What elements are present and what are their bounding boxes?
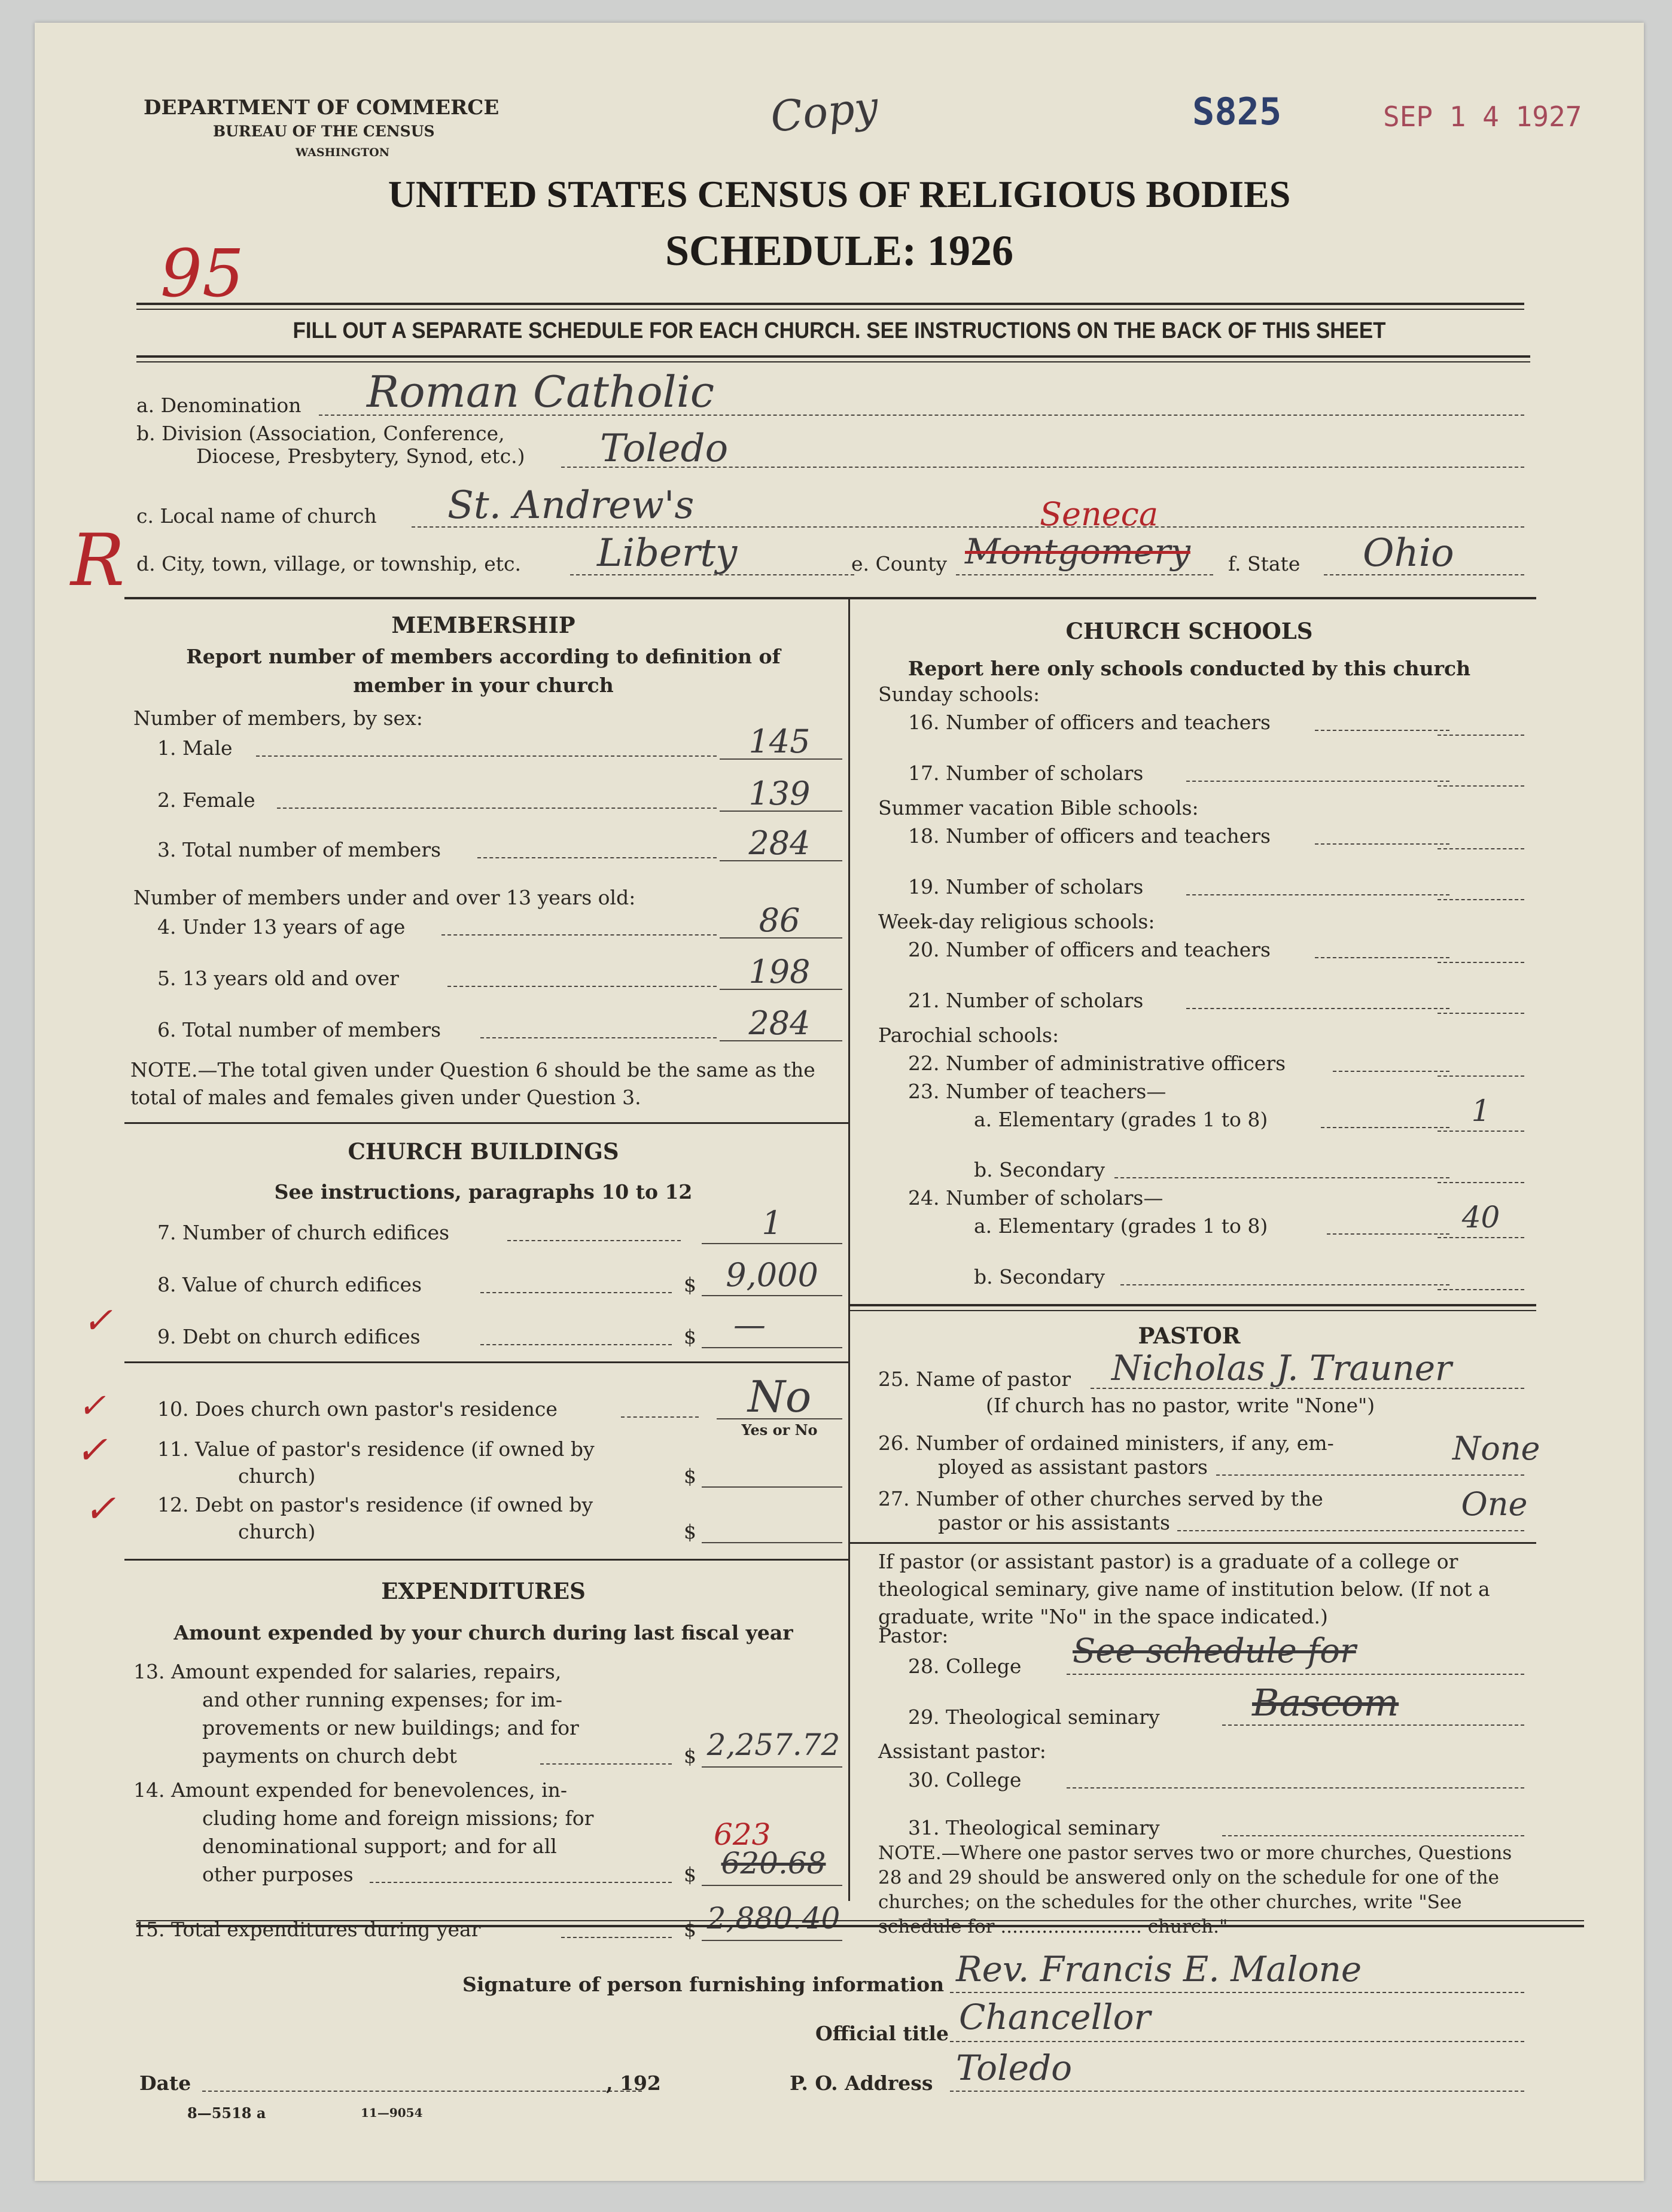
city-value: Liberty: [597, 531, 738, 575]
q24b-label: b. Secondary: [974, 1265, 1105, 1288]
q9-dollar-sign: $: [684, 1325, 696, 1348]
weekday-schools-label: Week-day religious schools:: [878, 910, 1155, 933]
q8-dollar-sign: $: [684, 1273, 696, 1296]
q22-label: 22. Number of administrative officers: [908, 1052, 1286, 1075]
q8-value-label: 8. Value of church edifices: [157, 1273, 422, 1296]
q13-label-1: 13. Amount expended for salaries, repairs,: [133, 1660, 562, 1683]
received-date-stamp: SEP 1 4 1927: [1383, 100, 1582, 133]
membership-note: NOTE.—The total given under Question 6 should be the same as the total of males and females given under Question 3.: [130, 1058, 815, 1109]
county-label: e. County: [851, 552, 948, 575]
q14-label-4: other purposes: [202, 1863, 354, 1886]
q23b-label: b. Secondary: [974, 1158, 1105, 1181]
local-name-label: c. Local name of church: [136, 504, 377, 528]
q6-total-value: 284: [748, 1004, 811, 1042]
q14-dollar-sign: $: [684, 1863, 696, 1886]
q9-check-mark: ✓: [83, 1300, 113, 1342]
q3-total-label: 3. Total number of members: [157, 838, 441, 861]
expenditures-heading: EXPENDITURES: [381, 1578, 586, 1604]
official-title-value: Chancellor: [959, 1997, 1151, 2037]
q24-label: 24. Number of scholars—: [908, 1186, 1164, 1209]
form-subtitle: SCHEDULE: 1926: [665, 227, 1014, 275]
q12-label-1: 12. Debt on pastor's residence (if owned by: [157, 1493, 593, 1516]
q13-label-4: payments on church debt: [202, 1744, 457, 1768]
pastor-subheading: Pastor:: [878, 1624, 949, 1647]
q9-debt-amount: —: [733, 1306, 766, 1343]
schedule-number-stamp: S825: [1192, 90, 1282, 133]
q15-dollar-sign: $: [684, 1918, 696, 1941]
q12-check-mark: ✓: [84, 1487, 116, 1531]
q10-residence-value: No: [747, 1372, 812, 1422]
q6-total-label: 6. Total number of members: [157, 1018, 441, 1041]
official-title-label: Official title: [815, 2022, 949, 2045]
q13-dollar-sign: $: [684, 1744, 696, 1768]
q11-dollar-sign: $: [684, 1464, 696, 1488]
q2-female-label: 2. Female: [157, 788, 255, 812]
q8-value-amount: 9,000: [726, 1256, 818, 1294]
expenditures-subtitle: Amount expended by your church during last fiscal year: [173, 1621, 793, 1644]
q11-check-mark: ✓: [75, 1428, 108, 1473]
signature-label: Signature of person furnishing information: [462, 1973, 945, 1996]
q15-label: 15. Total expenditures during year: [133, 1918, 481, 1941]
signature-value: Rev. Francis E. Malone: [956, 1949, 1362, 1989]
city-label: d. City, town, village, or township, etc.: [136, 552, 522, 575]
q17-label: 17. Number of scholars: [908, 761, 1144, 785]
margin-letter-r: R: [71, 519, 125, 602]
sunday-schools-label: Sunday schools:: [878, 683, 1040, 706]
q28-label: 28. College: [908, 1655, 1022, 1678]
members-by-sex-label: Number of members, by sex:: [133, 706, 423, 730]
q26-label-1: 26. Number of ordained ministers, if any, em-: [878, 1431, 1334, 1455]
po-address-value: Toledo: [956, 2048, 1073, 2088]
q25-note: (If church has no pastor, write "None"): [986, 1394, 1375, 1417]
membership-subtitle-2: member in your church: [353, 674, 614, 697]
pastor-note: NOTE.—Where one pastor serves two or more churches, Questions 28 and 29 should be answered only on the schedule for one of the churches; on the schedules for the other churches, write "See schedule for ........................ church.": [878, 1842, 1512, 1937]
q23a-label: a. Elementary (grades 1 to 8): [974, 1108, 1268, 1131]
q21-label: 21. Number of scholars: [908, 989, 1144, 1012]
q7-edifices-label: 7. Number of church edifices: [157, 1221, 450, 1244]
q3-total-value: 284: [748, 824, 811, 862]
q16-label: 16. Number of officers and teachers: [908, 711, 1271, 734]
assistant-pastor-subheading: Assistant pastor:: [878, 1739, 1046, 1763]
state-value: Ohio: [1363, 531, 1454, 575]
division-label-2: Diocese, Presbytery, Synod, etc.): [196, 444, 525, 468]
q27-label-1: 27. Number of other churches served by the: [878, 1487, 1323, 1510]
county-correction: Seneca: [1040, 495, 1159, 533]
q26-value: None: [1452, 1430, 1540, 1467]
q12-label-2: church): [238, 1520, 316, 1543]
schools-heading: CHURCH SCHOOLS: [1065, 618, 1313, 644]
q23a-value: 1: [1471, 1093, 1491, 1128]
denomination-label: a. Denomination: [136, 394, 301, 417]
q7-edifices-value: 1: [762, 1204, 782, 1242]
separate-schedule-instruction: FILL OUT A SEPARATE SCHEDULE FOR EACH CHURCH. SEE INSTRUCTIONS ON THE BACK OF THIS SHEET: [293, 318, 1386, 343]
q25-pastor-name: Nicholas J. Trauner: [1111, 1348, 1452, 1388]
q10-residence-label: 10. Does church own pastor's residence: [157, 1397, 558, 1421]
q30-label: 30. College: [908, 1768, 1022, 1791]
q2-female-value: 139: [748, 775, 811, 812]
pastor-heading: PASTOR: [1138, 1323, 1241, 1349]
schools-subtitle: Report here only schools conducted by this church: [907, 657, 1471, 680]
division-label-1: b. Division (Association, Conference,: [136, 422, 505, 445]
date-year-suffix: , 192: [606, 2071, 661, 2095]
bureau-line: BUREAU OF THE CENSUS: [213, 123, 435, 140]
membership-heading: MEMBERSHIP: [391, 612, 575, 638]
q13-label-2: and other running expenses; for im-: [202, 1688, 563, 1711]
summer-schools-label: Summer vacation Bible schools:: [878, 796, 1199, 819]
margin-number-95: 95: [160, 235, 244, 312]
q11-label-1: 11. Value of pastor's residence (if owned by: [157, 1437, 595, 1461]
q14-label-3: denominational support; and for all: [202, 1835, 557, 1858]
q27-label-2: pastor or his assistants: [938, 1511, 1170, 1534]
members-by-age-label: Number of members under and over 13 years old:: [133, 886, 636, 909]
parochial-schools-label: Parochial schools:: [878, 1023, 1059, 1047]
q14-label-1: 14. Amount expended for benevolences, in-: [133, 1778, 568, 1802]
q12-dollar-sign: $: [684, 1520, 696, 1543]
po-address-label: P. O. Address: [790, 2071, 933, 2095]
q1-male-label: 1. Male: [157, 736, 233, 760]
census-schedule-sheet: [35, 23, 1644, 2181]
state-label: f. State: [1228, 552, 1301, 575]
q13-label-3: provements or new buildings; and for: [202, 1716, 579, 1739]
q19-label: 19. Number of scholars: [908, 875, 1144, 898]
county-value: Montgomery: [965, 531, 1190, 572]
q1-male-value: 145: [748, 723, 811, 760]
q20-label: 20. Number of officers and teachers: [908, 938, 1271, 961]
q15-amount: 2,880.40: [706, 1901, 840, 1936]
q29-value: Bascom: [1252, 1681, 1399, 1724]
q14-amount: 620.68: [721, 1846, 826, 1881]
copy-handwritten-mark: Copy: [768, 81, 881, 142]
q25-label: 25. Name of pastor: [878, 1367, 1071, 1391]
membership-subtitle-1: Report number of members according to definition of: [186, 645, 781, 668]
q11-label-2: church): [238, 1464, 316, 1488]
q18-label: 18. Number of officers and teachers: [908, 824, 1271, 848]
q28-value: See schedule for: [1073, 1632, 1356, 1671]
print-number: 11—9054: [361, 2106, 423, 2120]
q31-label: 31. Theological seminary: [908, 1816, 1160, 1839]
local-name-value: St. Andrew's: [447, 483, 695, 528]
q14-correction: 623: [714, 1817, 771, 1852]
q10-check-mark: ✓: [78, 1387, 106, 1425]
q9-debt-label: 9. Debt on church edifices: [157, 1325, 421, 1348]
q5-over-13-label: 5. 13 years old and over: [157, 967, 399, 990]
form-title: UNITED STATES CENSUS OF RELIGIOUS BODIES: [388, 173, 1291, 215]
division-value: Toledo: [600, 426, 729, 471]
q23-label: 23. Number of teachers—: [908, 1080, 1167, 1103]
denomination-value: Roman Catholic: [367, 367, 715, 417]
form-number: 8—5518 a: [187, 2104, 266, 2122]
q13-amount: 2,257.72: [706, 1727, 840, 1762]
q24a-label: a. Elementary (grades 1 to 8): [974, 1214, 1268, 1238]
graduate-note: If pastor (or assistant pastor) is a graduate of a college or theological seminary, give name of institution below. (If not a graduate, write "No" in the space indicated.): [878, 1550, 1490, 1628]
q24a-value: 40: [1461, 1200, 1500, 1235]
q29-label: 29. Theological seminary: [908, 1705, 1160, 1729]
date-label: Date: [139, 2071, 191, 2095]
q4-under-13-label: 4. Under 13 years of age: [157, 915, 406, 939]
washington-line: WASHINGTON: [296, 146, 390, 159]
department-line: DEPARTMENT OF COMMERCE: [144, 96, 500, 120]
q4-under-13-value: 86: [759, 901, 800, 939]
buildings-heading: CHURCH BUILDINGS: [348, 1138, 619, 1165]
q5-over-13-value: 198: [748, 953, 811, 991]
q26-label-2: ployed as assistant pastors: [938, 1455, 1208, 1479]
buildings-subtitle: See instructions, paragraphs 10 to 12: [274, 1180, 693, 1204]
q27-value: One: [1461, 1485, 1528, 1523]
q14-label-2: cluding home and foreign missions; for: [202, 1806, 594, 1830]
yes-or-no-hint: Yes or No: [741, 1421, 818, 1439]
